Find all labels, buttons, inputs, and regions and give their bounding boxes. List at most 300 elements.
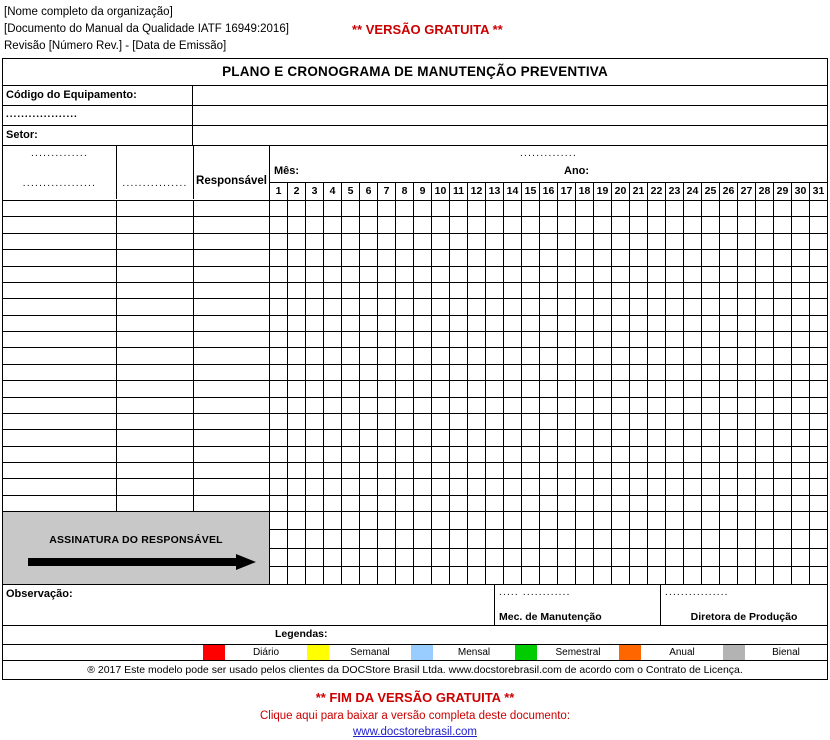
schedule-row[interactable]: [270, 447, 827, 463]
schedule-cell[interactable]: [756, 496, 774, 511]
schedule-cell[interactable]: [270, 201, 288, 216]
schedule-cell[interactable]: [504, 365, 522, 380]
schedule-cell[interactable]: [396, 217, 414, 232]
table-row[interactable]: [3, 365, 269, 381]
schedule-cell[interactable]: [378, 512, 396, 529]
schedule-cell[interactable]: [576, 348, 594, 363]
schedule-cell[interactable]: [378, 217, 396, 232]
schedule-cell[interactable]: [648, 234, 666, 249]
schedule-cell[interactable]: [396, 430, 414, 445]
schedule-cell[interactable]: [432, 348, 450, 363]
schedule-cell[interactable]: [810, 332, 827, 347]
schedule-cell[interactable]: [810, 250, 827, 265]
schedule-cell[interactable]: [612, 332, 630, 347]
schedule-cell[interactable]: [378, 479, 396, 494]
schedule-cell[interactable]: [756, 283, 774, 298]
schedule-cell[interactable]: [756, 201, 774, 216]
schedule-cell[interactable]: [360, 217, 378, 232]
schedule-cell[interactable]: [630, 316, 648, 331]
schedule-cell[interactable]: [720, 447, 738, 462]
schedule-cell[interactable]: [612, 217, 630, 232]
schedule-cell[interactable]: [792, 496, 810, 511]
schedule-cell[interactable]: [810, 381, 827, 396]
schedule-cell[interactable]: [270, 332, 288, 347]
schedule-cell[interactable]: [684, 283, 702, 298]
schedule-cell[interactable]: [360, 479, 378, 494]
schedule-row[interactable]: [270, 365, 827, 381]
schedule-cell[interactable]: [270, 496, 288, 511]
schedule-cell[interactable]: [522, 348, 540, 363]
schedule-cell[interactable]: [450, 365, 468, 380]
table-row[interactable]: [3, 447, 269, 463]
schedule-cell[interactable]: [612, 479, 630, 494]
schedule-cell[interactable]: [720, 348, 738, 363]
schedule-cell[interactable]: [324, 496, 342, 511]
schedule-cell[interactable]: [792, 447, 810, 462]
schedule-cell[interactable]: [396, 365, 414, 380]
schedule-cell[interactable]: [810, 217, 827, 232]
schedule-cell[interactable]: [648, 430, 666, 445]
schedule-cell[interactable]: [648, 549, 666, 566]
schedule-cell[interactable]: [324, 201, 342, 216]
schedule-cell[interactable]: [702, 496, 720, 511]
table-cell[interactable]: [3, 496, 117, 511]
schedule-cell[interactable]: [414, 316, 432, 331]
schedule-cell[interactable]: [630, 234, 648, 249]
schedule-cell[interactable]: [468, 567, 486, 584]
table-row[interactable]: [3, 299, 269, 315]
schedule-cell[interactable]: [540, 332, 558, 347]
schedule-cell[interactable]: [486, 549, 504, 566]
schedule-cell[interactable]: [594, 530, 612, 547]
schedule-cell[interactable]: [666, 463, 684, 478]
schedule-cell[interactable]: [720, 398, 738, 413]
schedule-cell[interactable]: [540, 250, 558, 265]
schedule-cell[interactable]: [486, 496, 504, 511]
table-cell[interactable]: [3, 414, 117, 429]
table-row[interactable]: [3, 496, 269, 511]
schedule-cell[interactable]: [666, 447, 684, 462]
schedule-cell[interactable]: [378, 332, 396, 347]
schedule-cell[interactable]: [774, 365, 792, 380]
schedule-cell[interactable]: [576, 398, 594, 413]
schedule-cell[interactable]: [450, 398, 468, 413]
signature-box-maintenance[interactable]: [495, 585, 661, 625]
schedule-cell[interactable]: [360, 549, 378, 566]
schedule-cell[interactable]: [774, 530, 792, 547]
schedule-cell[interactable]: [270, 283, 288, 298]
schedule-cell[interactable]: [540, 299, 558, 314]
schedule-cell[interactable]: [414, 463, 432, 478]
schedule-cell[interactable]: [576, 530, 594, 547]
schedule-cell[interactable]: [576, 201, 594, 216]
schedule-cell[interactable]: [792, 479, 810, 494]
schedule-cell[interactable]: [522, 398, 540, 413]
schedule-cell[interactable]: [468, 414, 486, 429]
schedule-cell[interactable]: [792, 299, 810, 314]
schedule-cell[interactable]: [468, 398, 486, 413]
schedule-row[interactable]: [270, 414, 827, 430]
schedule-cell[interactable]: [324, 447, 342, 462]
schedule-cell[interactable]: [468, 217, 486, 232]
schedule-cell[interactable]: [702, 430, 720, 445]
schedule-cell[interactable]: [486, 430, 504, 445]
schedule-cell[interactable]: [486, 381, 504, 396]
schedule-cell[interactable]: [684, 381, 702, 396]
schedule-cell[interactable]: [792, 234, 810, 249]
schedule-cell[interactable]: [504, 463, 522, 478]
schedule-cell[interactable]: [720, 414, 738, 429]
schedule-cell[interactable]: [288, 398, 306, 413]
table-cell[interactable]: [117, 201, 194, 216]
schedule-cell[interactable]: [774, 201, 792, 216]
schedule-cell[interactable]: [612, 496, 630, 511]
schedule-cell[interactable]: [432, 201, 450, 216]
schedule-cell[interactable]: [450, 447, 468, 462]
schedule-cell[interactable]: [540, 430, 558, 445]
schedule-cell[interactable]: [810, 549, 827, 566]
schedule-cell[interactable]: [342, 567, 360, 584]
schedule-cell[interactable]: [702, 530, 720, 547]
schedule-cell[interactable]: [612, 430, 630, 445]
schedule-cell[interactable]: [378, 414, 396, 429]
schedule-cell[interactable]: [702, 332, 720, 347]
schedule-cell[interactable]: [684, 316, 702, 331]
schedule-cell[interactable]: [558, 316, 576, 331]
schedule-cell[interactable]: [486, 234, 504, 249]
schedule-cell[interactable]: [576, 496, 594, 511]
table-cell[interactable]: [117, 283, 194, 298]
schedule-cell[interactable]: [810, 447, 827, 462]
schedule-cell[interactable]: [504, 299, 522, 314]
schedule-cell[interactable]: [414, 414, 432, 429]
schedule-cell[interactable]: [684, 217, 702, 232]
schedule-cell[interactable]: [810, 283, 827, 298]
schedule-cell[interactable]: [504, 201, 522, 216]
schedule-cell[interactable]: [540, 549, 558, 566]
schedule-cell[interactable]: [738, 530, 756, 547]
schedule-cell[interactable]: [288, 496, 306, 511]
schedule-cell[interactable]: [558, 250, 576, 265]
observation-label[interactable]: Observação:: [3, 585, 495, 625]
schedule-cell[interactable]: [612, 299, 630, 314]
schedule-cell[interactable]: [792, 217, 810, 232]
schedule-cell[interactable]: [396, 463, 414, 478]
schedule-cell[interactable]: [342, 430, 360, 445]
schedule-cell[interactable]: [684, 496, 702, 511]
schedule-cell[interactable]: [342, 267, 360, 282]
schedule-cell[interactable]: [684, 332, 702, 347]
schedule-cell[interactable]: [540, 267, 558, 282]
schedule-cell[interactable]: [522, 530, 540, 547]
schedule-cell[interactable]: [378, 496, 396, 511]
schedule-cell[interactable]: [594, 496, 612, 511]
schedule-cell[interactable]: [432, 398, 450, 413]
schedule-cell[interactable]: [486, 332, 504, 347]
schedule-cell[interactable]: [306, 414, 324, 429]
schedule-cell[interactable]: [738, 447, 756, 462]
schedule-cell[interactable]: [684, 250, 702, 265]
schedule-cell[interactable]: [396, 447, 414, 462]
schedule-cell[interactable]: [378, 234, 396, 249]
schedule-cell[interactable]: [450, 414, 468, 429]
schedule-cell[interactable]: [432, 414, 450, 429]
schedule-cell[interactable]: [306, 365, 324, 380]
schedule-cell[interactable]: [396, 530, 414, 547]
schedule-cell[interactable]: [288, 332, 306, 347]
table-cell[interactable]: [3, 447, 117, 462]
schedule-cell[interactable]: [648, 530, 666, 547]
schedule-cell[interactable]: [648, 365, 666, 380]
schedule-cell[interactable]: [342, 250, 360, 265]
schedule-cell[interactable]: [378, 463, 396, 478]
schedule-cell[interactable]: [738, 414, 756, 429]
schedule-row[interactable]: [270, 398, 827, 414]
schedule-cell[interactable]: [306, 430, 324, 445]
schedule-cell[interactable]: [306, 201, 324, 216]
schedule-cell[interactable]: [504, 479, 522, 494]
schedule-cell[interactable]: [630, 381, 648, 396]
schedule-row[interactable]: [270, 299, 827, 315]
table-cell[interactable]: [194, 463, 269, 478]
schedule-cell[interactable]: [522, 316, 540, 331]
schedule-cell[interactable]: [666, 567, 684, 584]
schedule-cell[interactable]: [540, 530, 558, 547]
schedule-cell[interactable]: [360, 463, 378, 478]
table-cell[interactable]: [3, 430, 117, 445]
schedule-cell[interactable]: [396, 234, 414, 249]
schedule-row[interactable]: [270, 496, 827, 511]
schedule-cell[interactable]: [522, 299, 540, 314]
schedule-cell[interactable]: [468, 234, 486, 249]
schedule-cell[interactable]: [666, 332, 684, 347]
table-cell[interactable]: [3, 479, 117, 494]
schedule-cell[interactable]: [810, 512, 827, 529]
schedule-cell[interactable]: [630, 201, 648, 216]
download-link[interactable]: www.docstorebrasil.com: [353, 726, 477, 738]
schedule-cell[interactable]: [576, 267, 594, 282]
schedule-cell[interactable]: [468, 549, 486, 566]
table-cell[interactable]: [194, 217, 269, 232]
schedule-cell[interactable]: [576, 283, 594, 298]
schedule-cell[interactable]: [324, 430, 342, 445]
schedule-cell[interactable]: [414, 530, 432, 547]
schedule-cell[interactable]: [666, 512, 684, 529]
schedule-cell[interactable]: [630, 250, 648, 265]
schedule-cell[interactable]: [756, 414, 774, 429]
schedule-cell[interactable]: [666, 234, 684, 249]
table-cell[interactable]: [3, 250, 117, 265]
schedule-cell[interactable]: [684, 549, 702, 566]
table-row[interactable]: [3, 479, 269, 495]
schedule-cell[interactable]: [576, 234, 594, 249]
table-cell[interactable]: [194, 316, 269, 331]
schedule-cell[interactable]: [738, 234, 756, 249]
schedule-cell[interactable]: [450, 299, 468, 314]
schedule-cell[interactable]: [270, 430, 288, 445]
schedule-cell[interactable]: [342, 414, 360, 429]
schedule-cell[interactable]: [432, 381, 450, 396]
table-row[interactable]: [3, 381, 269, 397]
table-cell[interactable]: [117, 430, 194, 445]
schedule-cell[interactable]: [576, 365, 594, 380]
schedule-cell[interactable]: [702, 567, 720, 584]
schedule-cell[interactable]: [288, 217, 306, 232]
schedule-cell[interactable]: [288, 234, 306, 249]
schedule-cell[interactable]: [378, 250, 396, 265]
schedule-cell[interactable]: [558, 381, 576, 396]
schedule-cell[interactable]: [594, 283, 612, 298]
schedule-cell[interactable]: [468, 430, 486, 445]
schedule-cell[interactable]: [576, 567, 594, 584]
schedule-cell[interactable]: [468, 530, 486, 547]
schedule-cell[interactable]: [288, 348, 306, 363]
schedule-cell[interactable]: [720, 530, 738, 547]
schedule-cell[interactable]: [522, 267, 540, 282]
schedule-cell[interactable]: [432, 234, 450, 249]
table-cell[interactable]: [117, 479, 194, 494]
schedule-cell[interactable]: [306, 283, 324, 298]
schedule-cell[interactable]: [720, 479, 738, 494]
schedule-cell[interactable]: [630, 283, 648, 298]
month-label[interactable]: Mês:: [274, 165, 300, 177]
schedule-cell[interactable]: [468, 496, 486, 511]
schedule-cell[interactable]: [522, 201, 540, 216]
schedule-cell[interactable]: [540, 201, 558, 216]
schedule-cell[interactable]: [612, 316, 630, 331]
schedule-row[interactable]: [270, 479, 827, 495]
schedule-cell[interactable]: [414, 512, 432, 529]
schedule-cell[interactable]: [774, 316, 792, 331]
schedule-cell[interactable]: [738, 283, 756, 298]
schedule-cell[interactable]: [558, 234, 576, 249]
schedule-row[interactable]: [270, 234, 827, 250]
schedule-cell[interactable]: [738, 267, 756, 282]
schedule-cell[interactable]: [450, 250, 468, 265]
schedule-cell[interactable]: [360, 316, 378, 331]
schedule-cell[interactable]: [306, 299, 324, 314]
field-value-sector[interactable]: [193, 126, 827, 145]
schedule-cell[interactable]: [810, 530, 827, 547]
schedule-cell[interactable]: [810, 316, 827, 331]
table-cell[interactable]: [117, 463, 194, 478]
schedule-cell[interactable]: [432, 479, 450, 494]
schedule-cell[interactable]: [486, 447, 504, 462]
table-cell[interactable]: [194, 250, 269, 265]
schedule-row[interactable]: [270, 549, 827, 567]
table-cell[interactable]: [194, 299, 269, 314]
schedule-cell[interactable]: [414, 283, 432, 298]
table-cell[interactable]: [194, 365, 269, 380]
schedule-row[interactable]: [270, 381, 827, 397]
schedule-cell[interactable]: [324, 463, 342, 478]
schedule-cell[interactable]: [810, 234, 827, 249]
schedule-cell[interactable]: [702, 479, 720, 494]
schedule-cell[interactable]: [630, 398, 648, 413]
schedule-cell[interactable]: [270, 234, 288, 249]
schedule-cell[interactable]: [306, 479, 324, 494]
schedule-cell[interactable]: [594, 348, 612, 363]
schedule-cell[interactable]: [558, 430, 576, 445]
schedule-cell[interactable]: [792, 332, 810, 347]
schedule-cell[interactable]: [486, 365, 504, 380]
schedule-cell[interactable]: [504, 447, 522, 462]
schedule-cell[interactable]: [576, 217, 594, 232]
schedule-cell[interactable]: [594, 201, 612, 216]
schedule-cell[interactable]: [702, 217, 720, 232]
schedule-cell[interactable]: [684, 463, 702, 478]
schedule-cell[interactable]: [270, 381, 288, 396]
schedule-cell[interactable]: [594, 549, 612, 566]
schedule-cell[interactable]: [396, 267, 414, 282]
schedule-cell[interactable]: [522, 567, 540, 584]
schedule-cell[interactable]: [360, 299, 378, 314]
schedule-cell[interactable]: [666, 299, 684, 314]
schedule-cell[interactable]: [270, 549, 288, 566]
schedule-cell[interactable]: [630, 549, 648, 566]
schedule-cell[interactable]: [774, 549, 792, 566]
schedule-cell[interactable]: [522, 250, 540, 265]
schedule-cell[interactable]: [720, 365, 738, 380]
schedule-cell[interactable]: [522, 496, 540, 511]
schedule-cell[interactable]: [270, 512, 288, 529]
schedule-row[interactable]: [270, 316, 827, 332]
schedule-cell[interactable]: [396, 414, 414, 429]
schedule-cell[interactable]: [792, 267, 810, 282]
schedule-cell[interactable]: [738, 299, 756, 314]
schedule-cell[interactable]: [414, 447, 432, 462]
schedule-cell[interactable]: [486, 348, 504, 363]
schedule-cell[interactable]: [270, 250, 288, 265]
schedule-cell[interactable]: [324, 530, 342, 547]
schedule-cell[interactable]: [324, 250, 342, 265]
schedule-cell[interactable]: [702, 267, 720, 282]
schedule-cell[interactable]: [756, 530, 774, 547]
schedule-cell[interactable]: [504, 496, 522, 511]
schedule-cell[interactable]: [378, 381, 396, 396]
schedule-cell[interactable]: [738, 567, 756, 584]
table-cell[interactable]: [3, 217, 117, 232]
schedule-cell[interactable]: [630, 430, 648, 445]
schedule-cell[interactable]: [432, 365, 450, 380]
table-cell[interactable]: [117, 348, 194, 363]
schedule-cell[interactable]: [306, 250, 324, 265]
table-cell[interactable]: [194, 283, 269, 298]
schedule-cell[interactable]: [468, 463, 486, 478]
schedule-cell[interactable]: [324, 414, 342, 429]
schedule-cell[interactable]: [522, 479, 540, 494]
schedule-cell[interactable]: [612, 398, 630, 413]
schedule-cell[interactable]: [558, 567, 576, 584]
schedule-cell[interactable]: [288, 463, 306, 478]
schedule-row[interactable]: [270, 512, 827, 530]
schedule-cell[interactable]: [774, 381, 792, 396]
schedule-cell[interactable]: [432, 332, 450, 347]
schedule-cell[interactable]: [486, 283, 504, 298]
schedule-cell[interactable]: [810, 299, 827, 314]
schedule-cell[interactable]: [450, 567, 468, 584]
schedule-cell[interactable]: [666, 381, 684, 396]
schedule-cell[interactable]: [666, 479, 684, 494]
schedule-cell[interactable]: [702, 250, 720, 265]
table-row[interactable]: [3, 414, 269, 430]
schedule-cell[interactable]: [702, 549, 720, 566]
table-cell[interactable]: [194, 267, 269, 282]
schedule-cell[interactable]: [288, 414, 306, 429]
schedule-cell[interactable]: [756, 567, 774, 584]
schedule-cell[interactable]: [360, 567, 378, 584]
table-row[interactable]: [3, 316, 269, 332]
